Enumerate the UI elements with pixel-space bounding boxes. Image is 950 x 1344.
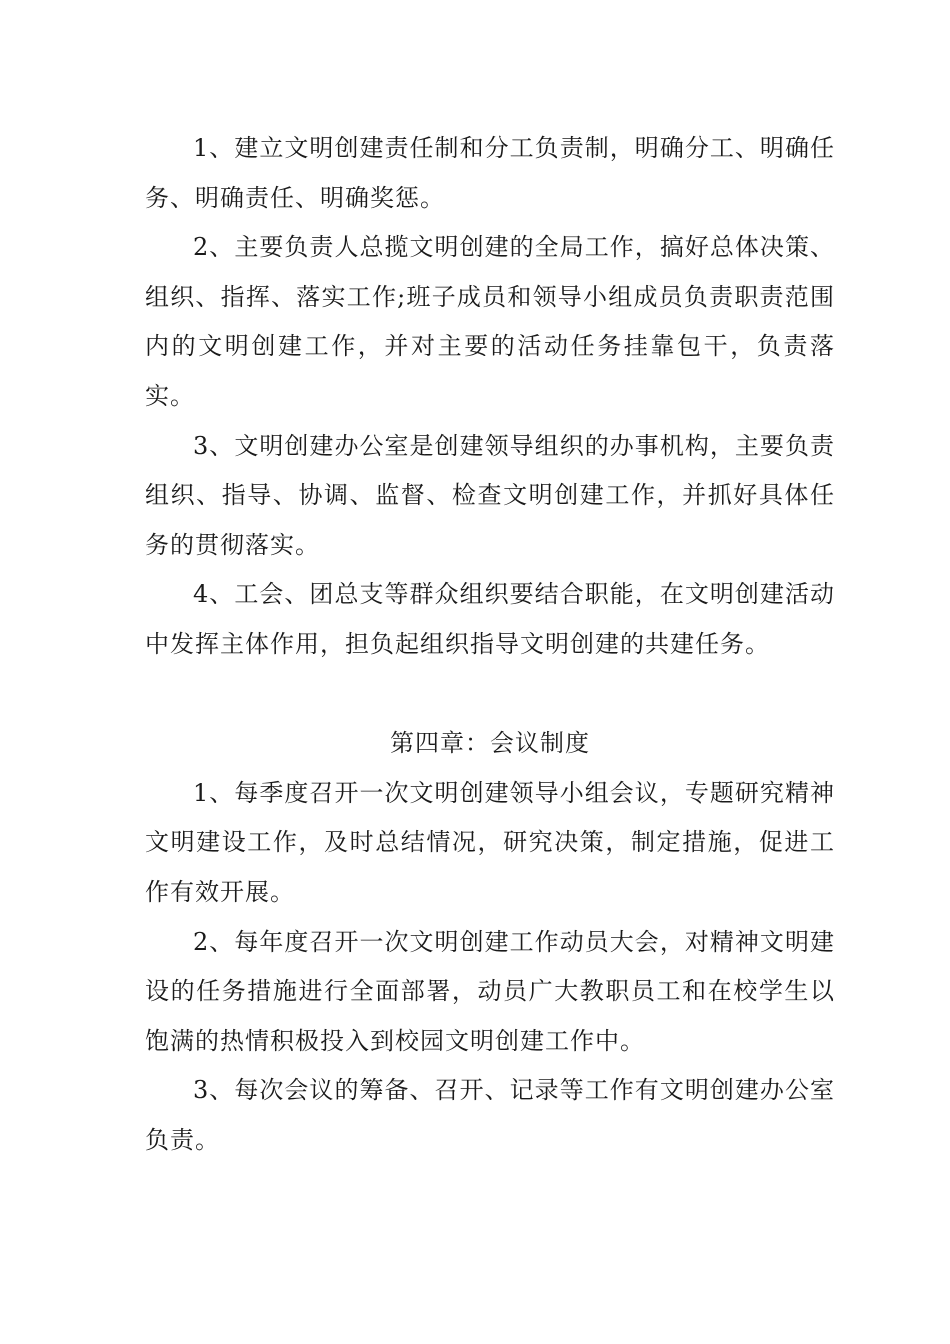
duty-paragraph-4: 4、工会、团总支等群众组织要结合职能，在文明创建活动中发挥主体作用，担负起组织指导文明创建的共建任务。 [145, 580, 835, 658]
meeting-paragraph-3: 3、每次会议的筹备、召开、记录等工作有文明创建办公室负责。 [145, 1076, 835, 1154]
section-spacer [145, 670, 835, 720]
duty-paragraph-3: 3、文明创建办公室是创建领导组织的办事机构，主要负责组织、指导、协调、监督、检查文明创建工作，并抓好具体任务的贯彻落实。 [145, 431, 835, 559]
meeting-paragraph-1: 1、每季度召开一次文明创建领导小组会议，专题研究精神文明建设工作，及时总结情况，研究决策，制定措施，促进工作有效开展。 [145, 778, 835, 906]
meeting-paragraph-2: 2、每年度召开一次文明创建工作动员大会，对精神文明建设的任务措施进行全面部署，动员广大教职员工和在校学生以饱满的热情积极投入到校园文明创建工作中。 [145, 927, 835, 1055]
duty-paragraph-2: 2、主要负责人总揽文明创建的全局工作，搞好总体决策、组织、指挥、落实工作;班子成员和领导小组成员负责职责范围内的文明创建工作，并对主要的活动任务挂靠包干，负责落实。 [145, 233, 835, 410]
chapter-title: 第四章：会议制度 [390, 729, 590, 758]
duty-paragraph-1: 1、建立文明创建责任制和分工负责制，明确分工、明确任务、明确责任、明确奖惩。 [145, 134, 835, 212]
document-body [145, 124, 835, 1165]
